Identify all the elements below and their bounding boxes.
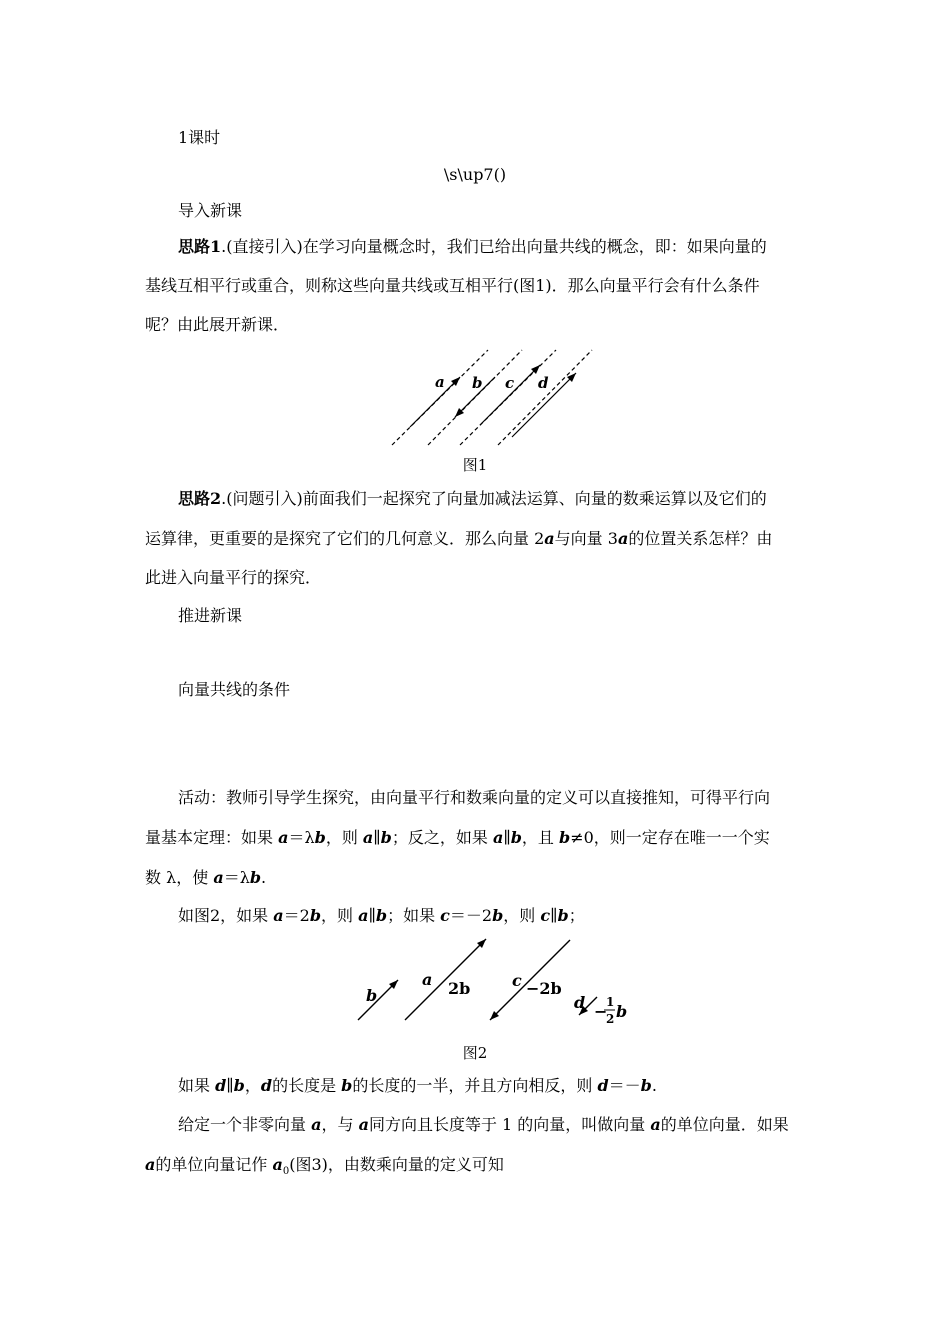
activity-line2: 量基本定理：如果 a＝λb，则 a∥b；反之，如果 a∥b，且 b≠0，则一定存在唯一一个实: [145, 828, 770, 847]
lesson-label: 1课时: [178, 128, 221, 147]
fig2-label-b: b: [366, 986, 378, 1005]
unit-line2: a的单位向量记作 $a_0$(图3)，由数乘向量的定义可知: [145, 1155, 504, 1178]
fig1-caption: 图1: [462, 456, 488, 474]
fig1-label-a: a: [435, 373, 445, 391]
fig2-caption: 图2: [462, 1044, 488, 1062]
activity-line1: 活动：教师引导学生探究，由向量平行和数乘向量的定义可以直接推知，可得平行向: [178, 788, 771, 807]
idea2-label: 思路2: [178, 489, 222, 508]
section-topic: 向量共线的条件: [178, 680, 291, 699]
fig2-label-minus: −: [594, 1002, 608, 1021]
fig2-label-den: 2: [606, 1012, 615, 1026]
unit-line1: 给定一个非零向量 a，与 a同方向且长度等于 1 的向量，叫做向量 a的单位向量．如果: [178, 1115, 789, 1134]
fig2-label-2b: 2b: [448, 979, 471, 998]
fig2-label-num: 1: [606, 995, 615, 1009]
idea1-line3: 呢？由此展开新课．: [145, 315, 290, 334]
example-line: 如图2，如果 a＝2b，则 a∥b；如果 c＝－2b，则 c∥b；: [178, 906, 585, 925]
activity-line3: 数 λ，使 a＝λb.: [145, 868, 267, 887]
idea1-line2: 基线互相平行或重合，则称这些向量共线或互相平行(图1)．那么向量平行会有什么条件: [145, 276, 760, 295]
idea2-line2: 运算律，更重要的是探究了它们的几何意义．那么向量 2a与向量 3a的位置关系怎样？由: [145, 529, 773, 548]
fig2-label-minus-2b: −2b: [526, 979, 562, 998]
fig2-vector-2b: [405, 939, 486, 1020]
fig2-label-half-b: b: [616, 1002, 628, 1021]
idea2-line3: 此进入向量平行的探究．: [145, 568, 322, 587]
idea1-label: 思路1: [178, 237, 222, 256]
fig2-label-d: d: [574, 993, 586, 1012]
section-advance: 推进新课: [178, 606, 243, 625]
field-code: \s\up7(): [443, 165, 507, 184]
fig1-baseline-d: [498, 350, 592, 445]
section-intro: 导入新课: [178, 201, 243, 220]
fig1-label-b: b: [472, 374, 483, 392]
figure-1: [380, 340, 610, 450]
fig1-label-c: c: [505, 374, 515, 392]
fig2-label-c: c: [512, 971, 522, 990]
idea1-line1: 思路1.(直接引入)在学习向量概念时，我们已给出向量共线的概念，即：如果向量的: [178, 237, 767, 256]
figure-2: [350, 930, 640, 1030]
fig2-label-a: a: [422, 970, 433, 989]
idea2-line1: 思路2.(问题引入)前面我们一起探究了向量加减法运算、向量的数乘运算以及它们的: [178, 489, 767, 508]
half-line: 如果 d∥b，d的长度是 b的长度的一半，并且方向相反，则 d＝－b.: [178, 1076, 657, 1095]
fig1-label-d: d: [538, 374, 549, 392]
